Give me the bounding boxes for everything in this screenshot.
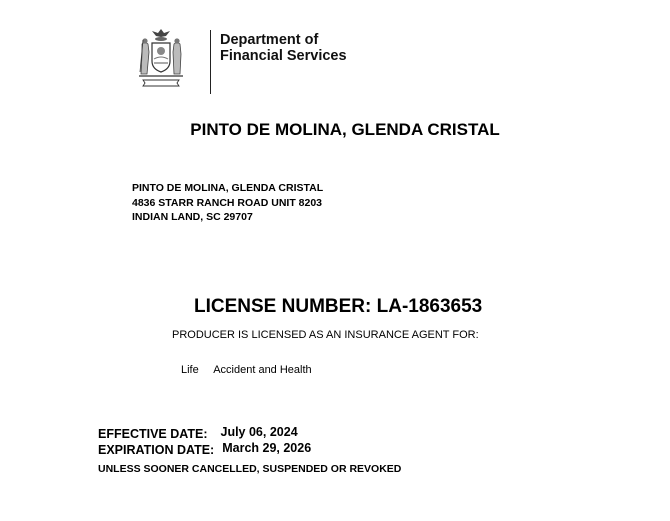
lines-of-authority [181,364,324,376]
license-dates [98,426,311,458]
state-seal-logo [134,26,188,92]
expiration-date-value: March 29, 2026 [222,441,312,455]
effective-date-row [98,426,311,442]
expiration-date-row [98,442,311,458]
line-of-authority: Accident and Health [213,364,312,376]
address-line: INDIAN LAND, SC 29707 [132,211,253,223]
mailing-address [132,181,323,225]
agency-name-line1: Department of [220,32,319,48]
agency-name [220,32,347,64]
address-line: PINTO DE MOLINA, GLENDA CRISTAL [132,182,324,194]
license-number: LICENSE NUMBER: LA-1863653 [194,296,483,317]
address-line: 4836 STARR RANCH ROAD UNIT 8203 [132,196,323,209]
agency-name-line2: Financial Services [220,48,347,64]
effective-date-value: July 06, 2024 [220,425,298,439]
licensed-as-statement: PRODUCER IS LICENSED AS AN INSURANCE AGENT FOR: [172,329,479,341]
validity-condition: UNLESS SOONER CANCELLED, SUSPENDED OR REVOKED [98,463,402,475]
effective-date-label: EFFECTIVE DATE: [98,427,208,441]
logo-divider [210,30,211,94]
line-of-authority: Life [181,364,199,376]
licensee-name-heading: PINTO DE MOLINA, GLENDA CRISTAL [190,120,500,139]
expiration-date-label: EXPIRATION DATE: [98,443,215,457]
